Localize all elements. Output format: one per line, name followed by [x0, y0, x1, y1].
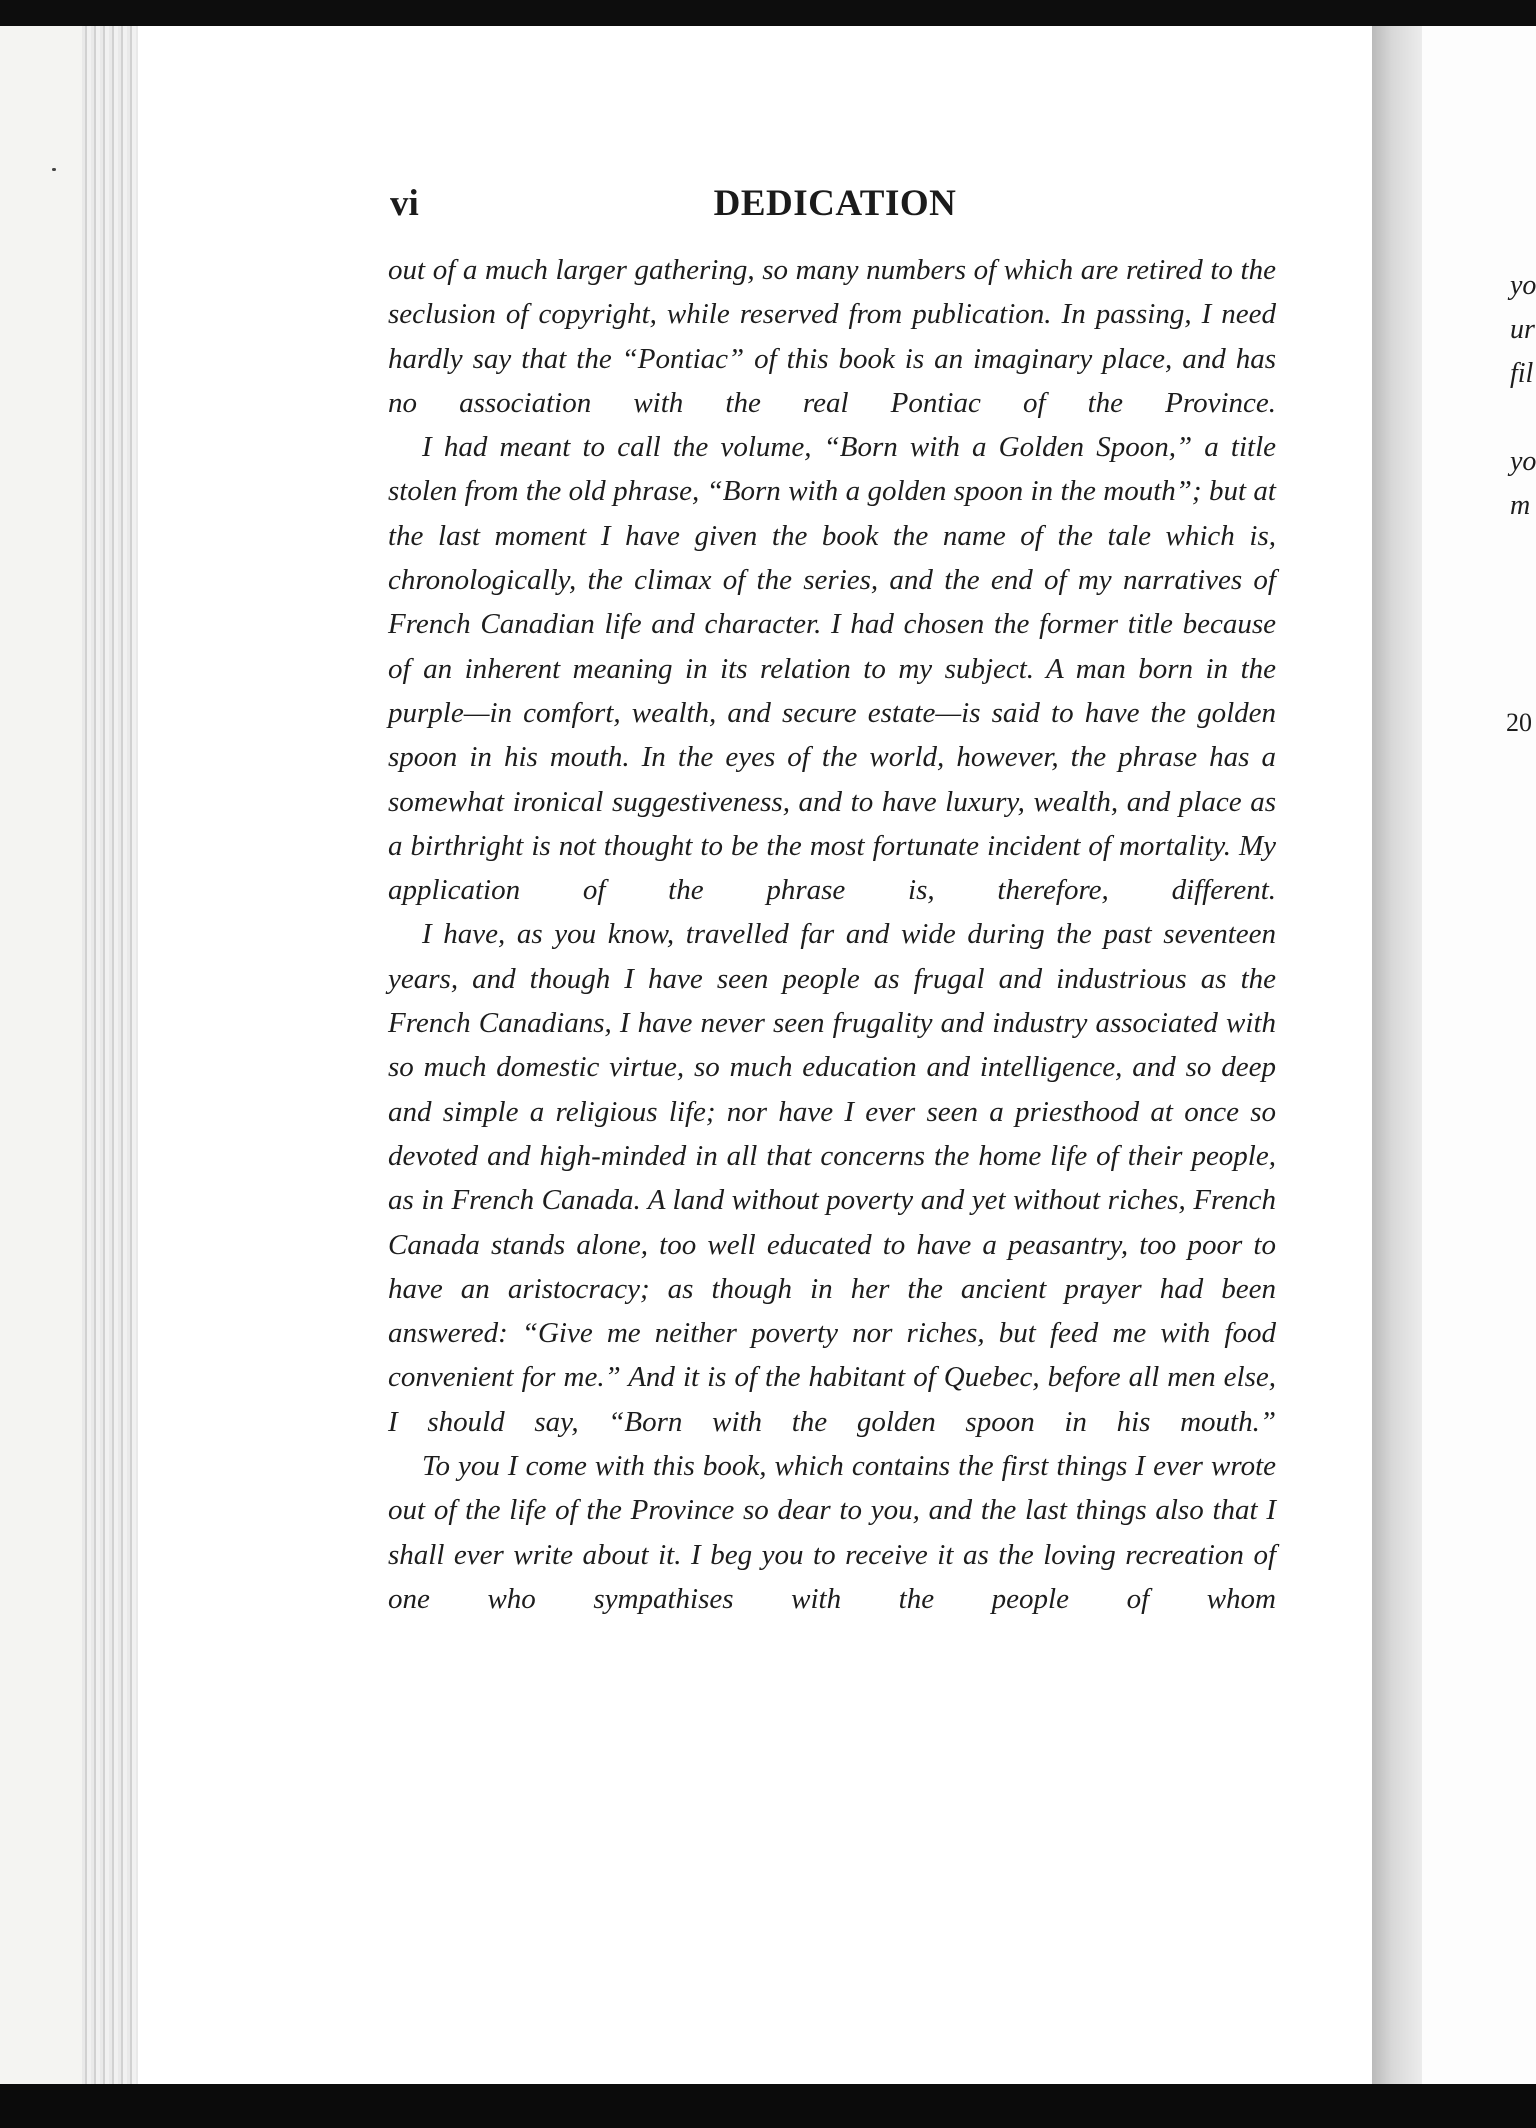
- page-number: vi: [390, 183, 419, 224]
- paragraph-3: I have, as you know, travelled far and wide during the past seventeen years, and though I have seen people as frugal and industrious as the French Canadians, I have never seen frugality and industry associated with so much domestic virtue, so much education and intelligence, and so deep and simple a religious life; nor have I ever seen a priesthood at once so devoted and high-minded in all that concerns the home life of their people, as in French Canada. A land without poverty and yet without riches, French Canada stands alone, too well educated to have a peasantry, too poor to have an aristocracy; as though in her the ancient prayer had been answered: “Give me neither poverty nor riches, but feed me with food convenient for me.” And it is of the habitant of Quebec, before all men else, I should say, “Born with the golden spoon in his mouth.”: [388, 918, 1276, 1438]
- dust-speck: [52, 168, 56, 171]
- page-title: DEDICATION: [713, 183, 957, 224]
- gutter-shadow: [1372, 26, 1422, 2084]
- adjacent-page-fragment: fil: [1510, 358, 1534, 389]
- paragraph-2: I had meant to call the volume, “Born with a Golden Spoon,” a title stolen from the old phrase, “Born with a golden spoon in the mouth”; but at the last moment I have given the book the name of the tale which is, chronologically, the climax of the series, and the end of my narratives of French Canadian life and character. I had chosen the former title because of an inherent meaning in its relation to my subject. A man born in the purple—in comfort, wealth, and secure estate—is said to have the golden spoon in his mouth. In the eyes of the world, however, the phrase has a somewhat ironical suggestiveness, and to have luxury, wealth, and place as a birthright is not thought to be the most fortunate incident of mortality. My application of the phrase is, therefore, different.: [388, 431, 1276, 907]
- adjacent-page-number: 20: [1506, 708, 1532, 737]
- dedication-body: [388, 248, 1276, 1621]
- running-head: [390, 182, 1280, 230]
- scan-top-border: [0, 0, 1536, 26]
- adjacent-page-fragment: ur: [1510, 314, 1535, 345]
- book-page-edges: [82, 26, 144, 2084]
- paragraph-4: To you I come with this book, which contains the first things I ever wrote out of the life of the Province so dear to you, and the last things also that I shall ever write about it. I beg you to receive it as the loving recreation of one who sympathises with the people of whom: [388, 1450, 1276, 1615]
- adjacent-page-fragment: yo: [1510, 446, 1536, 477]
- adjacent-page-fragment: yo: [1510, 270, 1536, 301]
- adjacent-page-fragment: m: [1510, 490, 1531, 521]
- scan-bottom-border: [0, 2084, 1536, 2128]
- paragraph-1: out of a much larger gathering, so many numbers of which are retired to the seclusion of copyright, while reserved from publication. In passing, I need hardly say that the “Pontiac” of this book is an imaginary place, and has no association with the real Pontiac of the Province.: [388, 254, 1276, 419]
